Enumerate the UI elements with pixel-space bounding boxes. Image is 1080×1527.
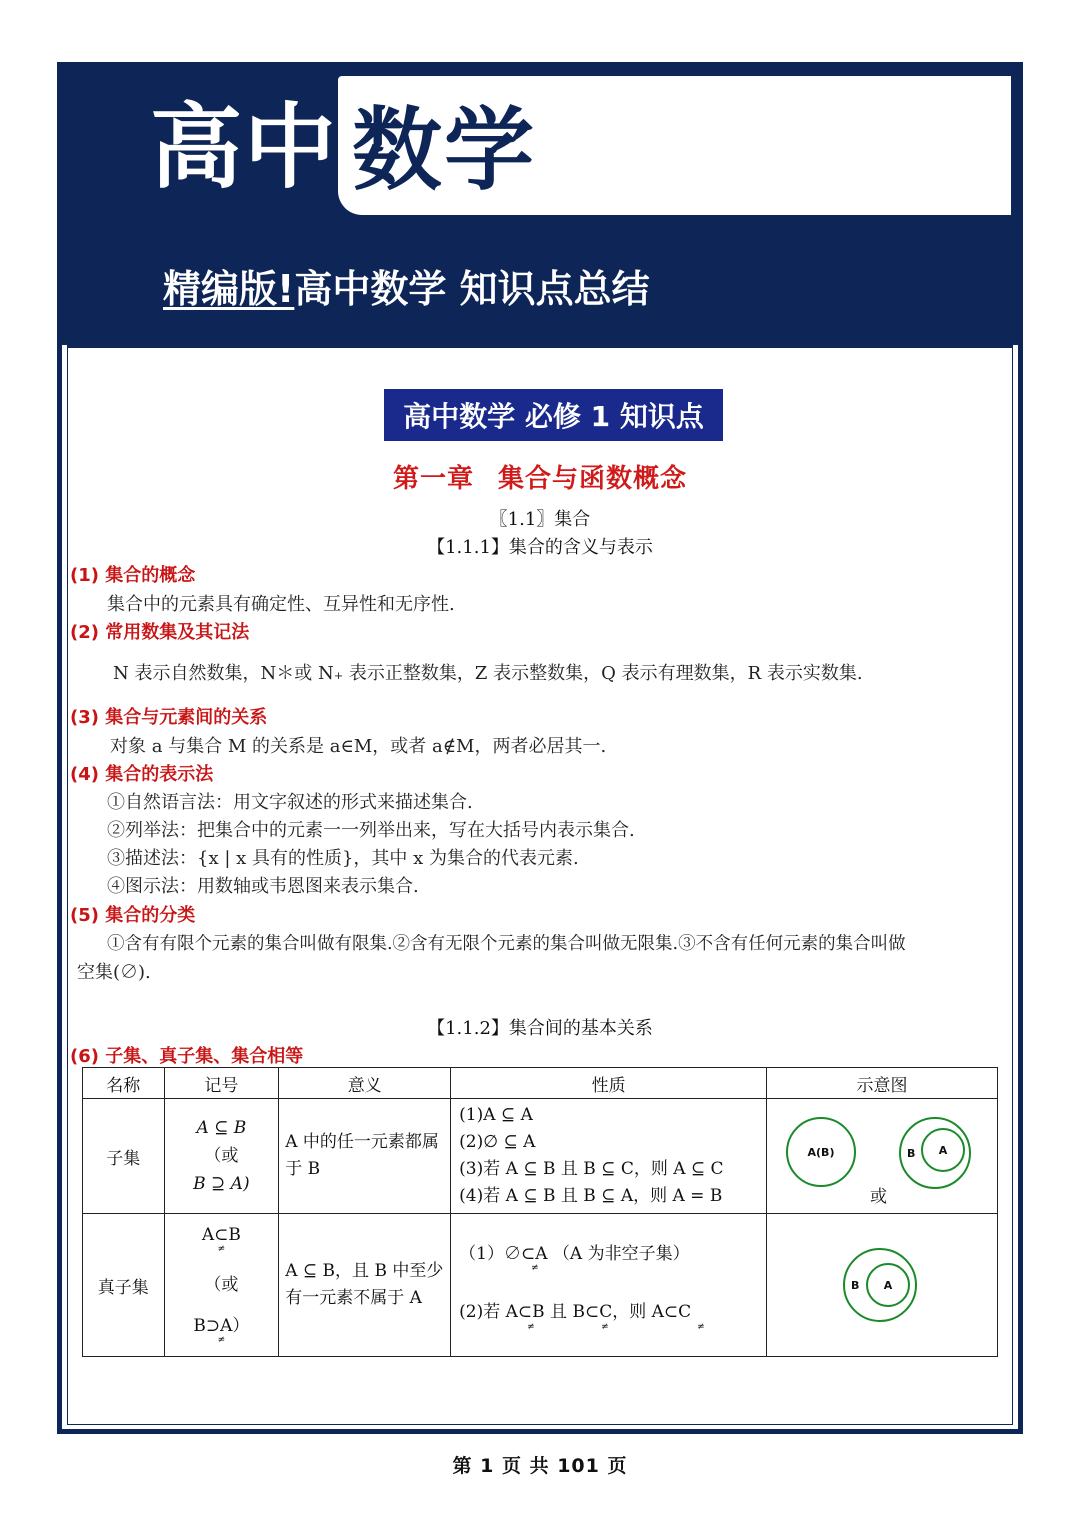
- heading-subsets: (6) 子集、真子集、集合相等: [70, 1046, 304, 1067]
- row-meaning: A 中的任一元素都属于 B: [279, 1099, 451, 1214]
- symbol-line: （或: [204, 1275, 239, 1295]
- col-property: 性质: [451, 1068, 767, 1099]
- symbol-line: B ⊇ A): [193, 1174, 250, 1195]
- table-row: [83, 1214, 998, 1357]
- row-diagram: [767, 1099, 998, 1214]
- table-row: [83, 1099, 998, 1214]
- property-line: (4)若 A ⊆ B 且 B ⊆ A，则 A = B: [459, 1186, 723, 1207]
- row-property: [451, 1214, 767, 1357]
- venn-diagram-subset: [768, 1100, 996, 1212]
- text-rep-natural: ①自然语言法：用文字叙述的形式来描述集合.: [107, 792, 473, 813]
- subtitle-rest: 高中数学 知识点总结: [294, 267, 650, 311]
- heading-representation: (4) 集合的表示法: [70, 764, 214, 785]
- neq-mark: ≠: [531, 1262, 539, 1273]
- header-rule: [67, 345, 1013, 348]
- page-footer: 第 1 页 共 101 页: [452, 1455, 628, 1477]
- text-element-relation: 对象 a 与集合 M 的关系是 a∈M，或者 a∉M，两者必居其一.: [110, 736, 607, 757]
- venn-diagram-proper-subset: [768, 1215, 996, 1355]
- col-name: 名称: [83, 1068, 165, 1099]
- row-property: [451, 1099, 767, 1214]
- property-line: (1)A ⊆ A: [459, 1104, 533, 1125]
- venn-circle-ab: A(B): [786, 1117, 856, 1187]
- venn-circle-a: A: [921, 1128, 965, 1172]
- symbol-line: A ⊆ B: [196, 1117, 247, 1138]
- venn-label-b: B: [907, 1146, 916, 1160]
- text-number-sets: N 表示自然数集，N＊或 N₊ 表示正整数集，Z 表示整数集，Q 表示有理数集，R 表示实数集.: [113, 663, 863, 684]
- header-subtitle: [163, 267, 650, 311]
- neq-mark: ≠: [217, 1335, 226, 1345]
- heading-number-sets: (2) 常用数集及其记法: [70, 622, 250, 643]
- text-classification-cont: 空集(∅).: [77, 962, 151, 983]
- symbol-line: （或: [204, 1145, 239, 1166]
- subsection-1-1-1: 【1.1.1】集合的含义与表示: [427, 537, 653, 558]
- venn-circle-a: A: [866, 1263, 910, 1307]
- venn-or-label: 或: [870, 1187, 887, 1207]
- property-line: (3)若 A ⊆ B 且 B ⊆ C，则 A ⊆ C: [459, 1159, 724, 1179]
- col-meaning: 意义: [279, 1068, 451, 1099]
- property-line: (2)若 A⊂B 且 B⊂C，则 A⊂C: [459, 1301, 692, 1322]
- text-classification: ①含有有限个元素的集合叫做有限集.②含有无限个元素的集合叫做无限集.③不含有任何元素的集合叫做: [107, 934, 906, 954]
- col-diagram: 示意图: [767, 1068, 998, 1099]
- heading-element-relation: (3) 集合与元素间的关系: [70, 707, 268, 728]
- neq-marks-row: [459, 1322, 758, 1332]
- subsection-1-1: 〖1.1〗集合: [489, 509, 591, 530]
- row-symbol: [164, 1214, 279, 1357]
- heading-classification: (5) 集合的分类: [70, 905, 196, 926]
- title-shuxue: 数学: [352, 98, 536, 203]
- subsection-1-1-2: 【1.1.2】集合间的基本关系: [427, 1018, 653, 1039]
- text-rep-diagram: ④图示法：用数轴或韦恩图来表示集合.: [107, 876, 419, 897]
- symbol-line: A⊂B: [201, 1225, 241, 1245]
- row-diagram: [767, 1214, 998, 1357]
- property-line: (2)∅ ⊆ A: [459, 1131, 536, 1152]
- neq-mark: ≠: [527, 1321, 535, 1332]
- table-header-row: [83, 1068, 998, 1099]
- chapter-name: 集合与函数概念: [498, 464, 688, 494]
- row-name: 子集: [83, 1099, 165, 1214]
- chapter-number: 第一章: [392, 464, 474, 494]
- text-rep-list: ②列举法：把集合中的元素一一列举出来，写在大括号内表示集合.: [107, 820, 635, 841]
- relations-table: [82, 1067, 998, 1357]
- property-line: （1）∅⊂A （A 为非空子集）: [459, 1243, 690, 1264]
- heading-concept: (1) 集合的概念: [70, 565, 196, 586]
- title-gaozhong: 高中: [150, 94, 339, 201]
- row-meaning: A ⊆ B，且 B 中至少有一元素不属于 A: [279, 1214, 451, 1357]
- col-symbol: 记号: [164, 1068, 279, 1099]
- row-symbol: [164, 1099, 279, 1214]
- subtitle-underlined: 精编版!: [163, 267, 295, 311]
- row-name: 真子集: [83, 1214, 165, 1357]
- venn-label-b: B: [851, 1278, 860, 1292]
- neq-mark: ≠: [601, 1321, 609, 1332]
- neq-mark: ≠: [697, 1321, 705, 1332]
- text-rep-describe: ③描述法：{x | x 具有的性质}，其中 x 为集合的代表元素.: [107, 848, 579, 869]
- symbol-line: B⊃A）: [193, 1316, 250, 1336]
- section-title: 高中数学 必修 1 知识点: [384, 389, 723, 441]
- neq-mark: ≠: [217, 1244, 226, 1254]
- text-concept: 集合中的元素具有确定性、互异性和无序性.: [107, 594, 455, 615]
- chapter-title: [0, 458, 1080, 495]
